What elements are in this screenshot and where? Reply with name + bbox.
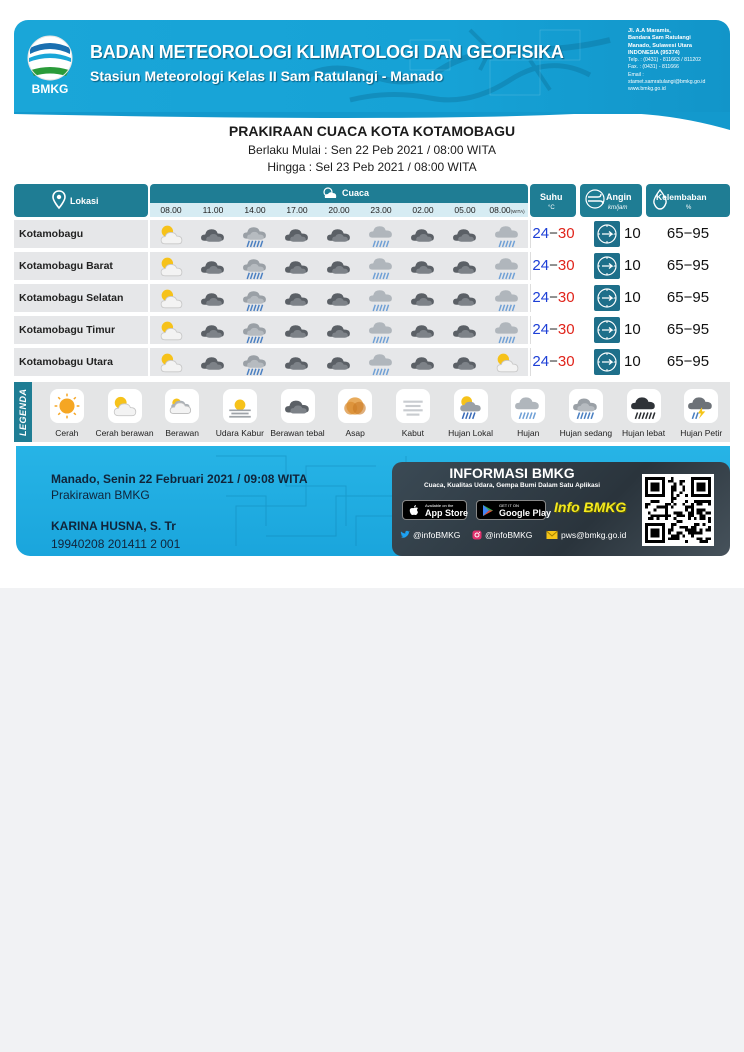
wind-direction: [594, 253, 620, 279]
cerah-berawan-icon: [158, 253, 185, 280]
weather-cell: [318, 316, 360, 344]
weather-cell: [402, 220, 444, 248]
app-store-badge[interactable]: [402, 500, 467, 520]
berawan-tebal-icon: [452, 317, 479, 344]
legend-icon-box: [684, 389, 718, 423]
legend-label: Hujan sedang: [559, 428, 613, 438]
info-bmkg-panel: [392, 462, 730, 556]
legend-icon-box: [108, 389, 142, 423]
weather-cell: [444, 252, 486, 280]
hujan-sedang-icon: [242, 349, 269, 376]
legend-label: Berawan tebal: [270, 428, 325, 438]
email-text: pws@bmkg.go.id: [561, 530, 627, 540]
weather-cell: [276, 284, 318, 312]
compass-icon: [596, 223, 618, 245]
temp-min: 24: [532, 225, 550, 242]
instagram-icon: [472, 530, 482, 540]
berawan-tebal-icon: [452, 285, 479, 312]
org-name: BADAN METEOROLOGI KLIMATOLOGI DAN GEOFISIKA: [90, 42, 564, 62]
legend-items: [38, 386, 730, 440]
temp-max: 30: [557, 321, 575, 338]
legend-label: Hujan lebat: [622, 428, 666, 438]
google-play-name: Google Play: [499, 508, 552, 518]
berawan-tebal-icon: [284, 253, 311, 280]
legend-item: [442, 386, 500, 440]
forecast-row: [14, 316, 730, 344]
weather-cell: [486, 220, 528, 248]
udara-kabur-icon: [226, 392, 254, 420]
google-play-badge[interactable]: [476, 500, 552, 520]
humidity: 65−95: [646, 316, 730, 344]
weather-cell: [318, 252, 360, 280]
legend-item: [211, 386, 269, 440]
humidity: 65−95: [646, 252, 730, 280]
address-line: Fax. : (0431) - 811666: [628, 64, 679, 71]
weather-cell: [234, 220, 276, 248]
location-name: Kotamobagu Selatan: [14, 284, 148, 312]
header-kelembaban: [646, 184, 730, 217]
wind-speed: 10: [624, 321, 641, 338]
legend-item: [672, 386, 730, 440]
hujan-icon: [494, 317, 521, 344]
weather-cell: [234, 348, 276, 376]
hour-suffix: (WITA): [510, 209, 525, 214]
hour-label: 11.00: [202, 205, 224, 215]
weather-cell: [360, 316, 402, 344]
weather-icons: [150, 252, 528, 280]
hujan-icon: [368, 349, 395, 376]
weather-cell: [192, 348, 234, 376]
weather-icons: [150, 284, 528, 312]
hujan-lokal-icon: [457, 392, 485, 420]
weather-cell: [486, 252, 528, 280]
weather-cell: [192, 284, 234, 312]
legend-label: Hujan Lokal: [448, 428, 493, 438]
header-suhu: [530, 184, 576, 217]
map-decoration: [290, 20, 620, 114]
temp-dash: −: [549, 225, 558, 242]
weather-icons: [150, 220, 528, 248]
email-icon: [546, 530, 558, 540]
page-bottom-area: [0, 588, 744, 1052]
legend-item: [96, 386, 154, 440]
legend-item: [269, 386, 327, 440]
location-name: Kotamobagu Utara: [14, 348, 148, 376]
temperature: [530, 252, 576, 280]
location-pin-icon: [52, 190, 66, 210]
weather-cell: [486, 284, 528, 312]
legend-icon-box: [396, 389, 430, 423]
hujan-icon: [368, 317, 395, 344]
contact-address: [628, 28, 722, 94]
hour-label: 08.00: [160, 205, 182, 215]
hour-label: 05.00: [454, 205, 476, 215]
weather-cell: [402, 348, 444, 376]
temp-max: 30: [557, 225, 575, 242]
address-line: INDONESIA (95374): [628, 49, 680, 56]
berawan-tebal-icon: [200, 221, 227, 248]
weather-cell: [318, 220, 360, 248]
qr-code[interactable]: [642, 474, 714, 546]
weather-cell: [234, 252, 276, 280]
temperature: [530, 284, 576, 312]
weather-cell: [150, 252, 192, 280]
address-line: Jl. A.A Maramis,: [628, 28, 671, 34]
hujan-sedang-icon: [242, 317, 269, 344]
angin-unit: km/jam: [608, 205, 628, 211]
weather-cell: [444, 348, 486, 376]
asap-icon: [341, 392, 369, 420]
berawan-tebal-icon: [284, 349, 311, 376]
apple-icon: [408, 504, 420, 517]
forecaster-nip: 19940208 201411 2 001: [51, 537, 181, 551]
wind-speed: 10: [624, 289, 641, 306]
wind: [580, 348, 642, 376]
legend-item: [153, 386, 211, 440]
wind-icon: [584, 188, 606, 210]
address-line: Bandara Sam Ratulangi: [628, 35, 691, 42]
hujan-lebat-icon: [630, 392, 658, 420]
temp-min: 24: [532, 353, 550, 370]
legend-tag: [14, 382, 32, 442]
temp-min: 24: [532, 289, 550, 306]
address-line: Telp. : (0431) - 811663 / 811202: [628, 57, 702, 64]
hujan-sedang-icon: [572, 392, 600, 420]
temp-min: 24: [532, 321, 550, 338]
berawan-tebal-icon: [284, 317, 311, 344]
berawan-tebal-icon: [452, 253, 479, 280]
location-name: Kotamobagu: [14, 220, 148, 248]
cerah-berawan-icon: [158, 221, 185, 248]
twitter-icon: [400, 530, 410, 540]
legend-label: Hujan Petir: [680, 428, 723, 438]
cerah-berawan-icon: [111, 392, 139, 420]
address-line: www.bmkg.go.id: [628, 86, 666, 93]
legend-icon-box: [511, 389, 545, 423]
app-store-name: App Store: [425, 508, 469, 518]
google-play-icon: [482, 504, 494, 517]
berawan-tebal-icon: [200, 349, 227, 376]
legend-label: Asap: [345, 428, 365, 438]
angin-label: Angin: [606, 192, 632, 202]
hour-label-last: [486, 203, 528, 217]
hour-label: 08.00: [489, 205, 511, 215]
weather-cell: [402, 252, 444, 280]
weather-cell: [360, 284, 402, 312]
lokasi-label: Lokasi: [70, 196, 99, 206]
temperature: [530, 220, 576, 248]
berawan-tebal-icon: [200, 285, 227, 312]
cerah-berawan-icon: [158, 285, 185, 312]
hujan-icon: [494, 285, 521, 312]
wind: [580, 220, 642, 248]
berawan-tebal-icon: [410, 349, 437, 376]
valid-to: Hingga : Sel 23 Peb 2021 / 08:00 WITA: [267, 160, 477, 174]
temp-max: 30: [557, 257, 575, 274]
temp-max: 30: [557, 289, 575, 306]
temp-max: 30: [557, 353, 575, 370]
cerah-berawan-icon: [158, 317, 185, 344]
legend-icon-box: [165, 389, 199, 423]
weather-cloud-icon: [322, 186, 338, 200]
forecast-row: [14, 252, 730, 280]
email-contact[interactable]: [546, 530, 626, 540]
weather-cell: [192, 252, 234, 280]
info-subtitle: Cuaca, Kualitas Udara, Gempa Bumi Dalam Satu Aplikasi: [423, 482, 601, 489]
valid-from: Berlaku Mulai : Sen 22 Peb 2021 / 08:00 WITA: [248, 143, 496, 157]
weather-cell: [486, 348, 528, 376]
wind-direction: [594, 317, 620, 343]
kelembaban-unit: %: [686, 205, 692, 211]
forecast-row: [14, 348, 730, 376]
weather-cell: [486, 316, 528, 344]
wind: [580, 284, 642, 312]
berawan-tebal-icon: [284, 285, 311, 312]
weather-cell: [360, 220, 402, 248]
forecaster-role: Prakirawan BMKG: [51, 488, 150, 502]
app-store-small: Available on the: [425, 503, 454, 508]
legend-icon-box: [223, 389, 257, 423]
address-line: stamet.samratulangi@bmkg.go.id: [628, 79, 706, 86]
location-name: Kotamobagu Timur: [14, 316, 148, 344]
issue-date: Manado, Senin 22 Februari 2021 / 09:08 WITA: [51, 472, 308, 486]
station-name: Stasiun Meteorologi Kelas II Sam Ratulangi - Manado: [90, 68, 444, 84]
berawan-tebal-icon: [200, 317, 227, 344]
weather-cell: [402, 284, 444, 312]
berawan-tebal-icon: [410, 221, 437, 248]
cerah-berawan-icon: [494, 349, 521, 376]
hujan-icon: [494, 221, 521, 248]
temp-min: 24: [532, 257, 550, 274]
temp-dash: −: [549, 289, 558, 306]
weather-cell: [444, 316, 486, 344]
berawan-tebal-icon: [326, 317, 353, 344]
twitter-handle[interactable]: [400, 530, 460, 540]
hujan-icon: [368, 221, 395, 248]
legend-item: [557, 386, 615, 440]
legend-icon-box: [281, 389, 315, 423]
legend-icon-box: [50, 389, 84, 423]
legend-icon-box: [338, 389, 372, 423]
hujan-icon: [514, 392, 542, 420]
forecast-hours: [150, 203, 528, 217]
location-name: Kotamobagu Barat: [14, 252, 148, 280]
info-title: INFORMASI BMKG: [449, 465, 575, 481]
weather-cell: [276, 220, 318, 248]
compass-icon: [596, 287, 618, 309]
legend-icon-box: [569, 389, 603, 423]
twitter-text: @infoBMKG: [413, 530, 461, 540]
temp-dash: −: [549, 353, 558, 370]
temp-dash: −: [549, 257, 558, 274]
berawan-tebal-icon: [284, 392, 312, 420]
wind-direction: [594, 221, 620, 247]
hour-label: 14.00: [244, 205, 266, 215]
wind: [580, 252, 642, 280]
humidity: 65−95: [646, 220, 730, 248]
legend-icon-box: [454, 389, 488, 423]
legend-label: Cerah berawan: [95, 428, 154, 438]
hujan-sedang-icon: [242, 253, 269, 280]
info-bmkg-app-name: Info BMKG: [554, 499, 627, 515]
hujan-sedang-icon: [242, 285, 269, 312]
berawan-tebal-icon: [410, 253, 437, 280]
legend-label: Udara Kabur: [215, 428, 264, 438]
kelembaban-label: Kelembaban: [656, 192, 707, 202]
hour-label: 02.00: [412, 205, 434, 215]
weather-cell: [318, 284, 360, 312]
legend-item: [615, 386, 673, 440]
address-line: Manado, Sulawesi Utara: [628, 42, 693, 49]
weather-cell: [444, 220, 486, 248]
kabut-icon: [399, 392, 427, 420]
compass-icon: [596, 255, 618, 277]
humidity: 65−95: [646, 284, 730, 312]
wind: [580, 316, 642, 344]
temperature: [530, 348, 576, 376]
instagram-handle[interactable]: [472, 530, 532, 540]
hour-label: 20.00: [328, 205, 350, 215]
legend-label: Hujan: [517, 428, 540, 438]
forecaster-name: KARINA HUSNA, S. Tr: [51, 519, 176, 533]
instagram-text: @infoBMKG: [485, 530, 533, 540]
suhu-label: Suhu: [540, 192, 563, 202]
berawan-tebal-icon: [326, 285, 353, 312]
weather-cell: [276, 252, 318, 280]
weather-cell: [192, 316, 234, 344]
weather-cell: [360, 348, 402, 376]
legend-label: Cerah: [55, 428, 79, 438]
header-banner: [14, 20, 730, 114]
berawan-tebal-icon: [326, 221, 353, 248]
legend-item: [384, 386, 442, 440]
hujan-icon: [368, 285, 395, 312]
weather-cell: [150, 348, 192, 376]
berawan-tebal-icon: [410, 285, 437, 312]
wind-direction: [594, 349, 620, 375]
berawan-tebal-icon: [326, 253, 353, 280]
page-title: PRAKIRAAN CUACA KOTA KOTAMOBAGU: [228, 123, 516, 139]
google-play-small: GET IT ON: [499, 503, 519, 508]
hujan-sedang-icon: [242, 221, 269, 248]
legend-label: Kabut: [401, 428, 424, 438]
weather-icons: [150, 348, 528, 376]
legend-label: Berawan: [165, 428, 199, 438]
cerah-icon: [53, 392, 81, 420]
address-line: Email :: [628, 71, 644, 78]
weather-cell: [234, 316, 276, 344]
forecast-row: [14, 220, 730, 248]
weather-cell: [150, 316, 192, 344]
weather-cell: [192, 220, 234, 248]
wind-direction: [594, 285, 620, 311]
weather-cell: [150, 284, 192, 312]
weather-cell: [360, 252, 402, 280]
wind-speed: 10: [624, 225, 641, 242]
weather-cell: [276, 348, 318, 376]
weather-cell: [150, 220, 192, 248]
hujan-petir-icon: [687, 392, 715, 420]
legend: [14, 382, 730, 442]
weather-cell: [234, 284, 276, 312]
berawan-tebal-icon: [452, 221, 479, 248]
weather-cell: [276, 316, 318, 344]
berawan-tebal-icon: [326, 349, 353, 376]
berawan-icon: [168, 392, 196, 420]
compass-icon: [596, 351, 618, 373]
berawan-tebal-icon: [410, 317, 437, 344]
logo-text: BMKG: [31, 82, 69, 96]
compass-icon: [596, 319, 618, 341]
weather-cell: [402, 316, 444, 344]
suhu-unit: °C: [548, 205, 555, 211]
hujan-icon: [494, 253, 521, 280]
header-lokasi: [14, 184, 148, 217]
hour-label: 17.00: [286, 205, 308, 215]
legend-item: [38, 386, 96, 440]
hujan-icon: [368, 253, 395, 280]
legend-icon-box: [627, 389, 661, 423]
temperature: [530, 316, 576, 344]
weather-icons: [150, 316, 528, 344]
humidity: 65−95: [646, 348, 730, 376]
wind-speed: 10: [624, 353, 641, 370]
legend-item: [499, 386, 557, 440]
hour-label: 23.00: [370, 205, 392, 215]
legend-item: [326, 386, 384, 440]
temp-dash: −: [549, 321, 558, 338]
legend-label: LEGENDA: [18, 388, 28, 436]
weather-cell: [444, 284, 486, 312]
berawan-tebal-icon: [452, 349, 479, 376]
berawan-tebal-icon: [200, 253, 227, 280]
header-angin: [580, 184, 642, 217]
forecast-row: [14, 284, 730, 312]
weather-cell: [318, 348, 360, 376]
wind-speed: 10: [624, 257, 641, 274]
berawan-tebal-icon: [284, 221, 311, 248]
cerah-berawan-icon: [158, 349, 185, 376]
cuaca-label: Cuaca: [342, 188, 370, 198]
